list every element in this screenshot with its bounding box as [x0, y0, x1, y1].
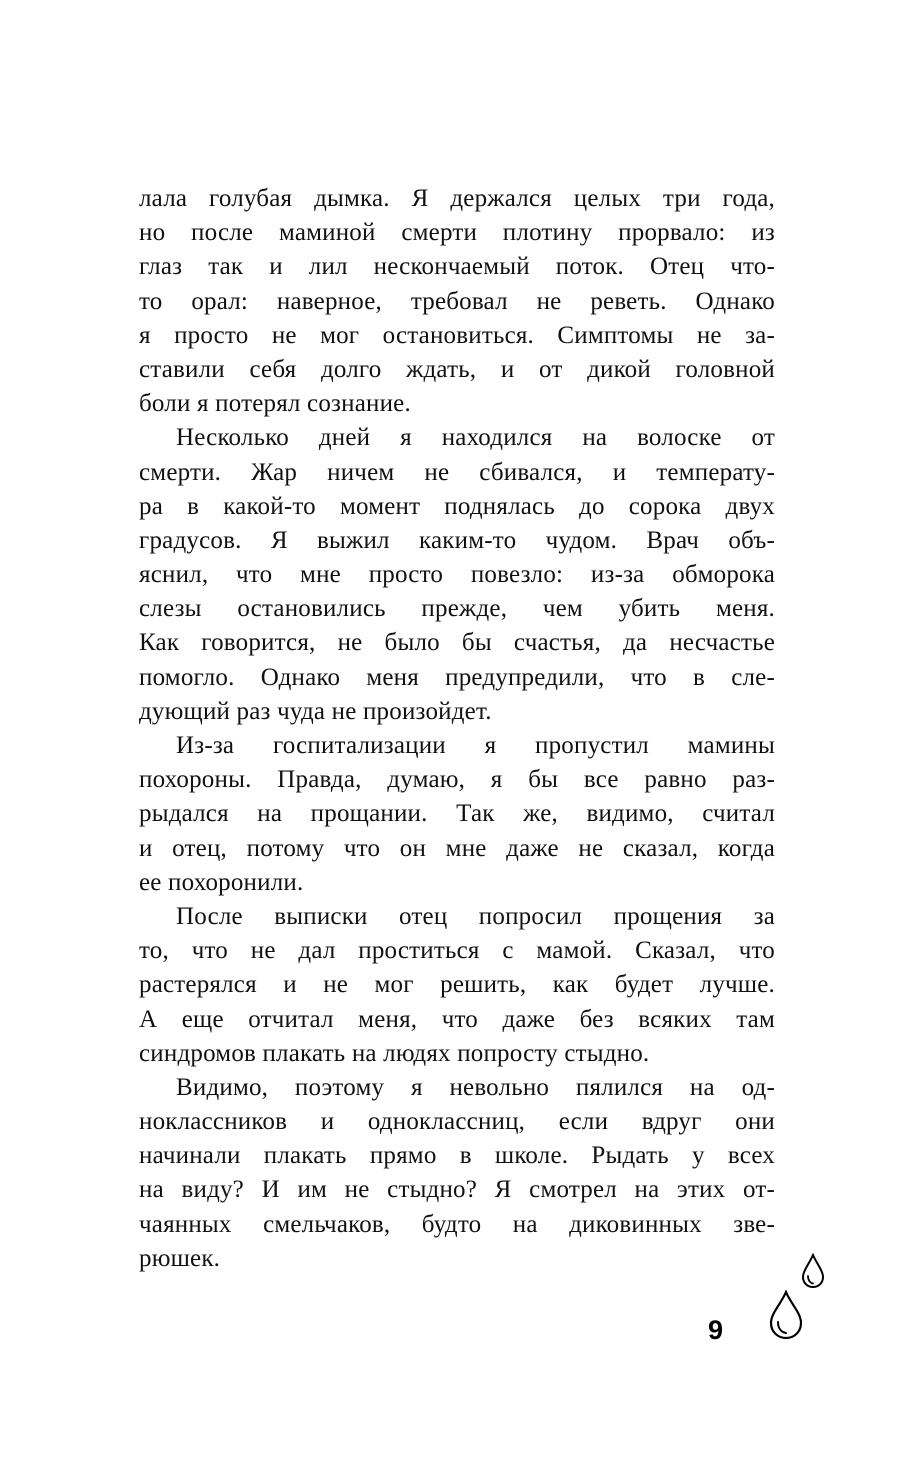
- text-line: Как говорится, не было бы счастья, да несчастье: [139, 629, 775, 657]
- text-line: то, что не дал проститься с мамой. Сказал, что: [139, 937, 775, 965]
- text-line: глаз так и лил нескончаемый поток. Отец что-: [139, 253, 775, 281]
- text-line: на виду? И им не стыдно? Я смотрел на этих от-: [139, 1176, 775, 1204]
- text-line: ноклассников и одноклассниц, если вдруг они: [139, 1108, 775, 1136]
- paragraph: [139, 421, 775, 729]
- text-line: помогло. Однако меня предупредили, что в сле-: [139, 663, 775, 691]
- page-number: 9: [708, 1315, 724, 1345]
- text-line: дующий раз чуда не произойдет.: [139, 697, 492, 725]
- text-line: похороны. Правда, думаю, я бы все равно раз-: [139, 766, 775, 794]
- text-line: Видимо, поэтому я невольно пялился на од-: [176, 1073, 775, 1101]
- text-line: но после маминой смерти плотину прорвало: из: [139, 219, 775, 247]
- text-line: начинали плакать прямо в школе. Рыдать у всех: [139, 1142, 775, 1170]
- teardrop-large-icon: [768, 1290, 804, 1340]
- text-line: синдромов плакать на людях попросту стыдно.: [139, 1039, 650, 1067]
- text-line: После выписки отец попросил прощения за: [176, 902, 775, 930]
- teardrop-small-highlight: [808, 1276, 813, 1284]
- text-line: я просто не мог остановиться. Симптомы не за-: [139, 321, 775, 349]
- teardrop-small-icon: [800, 1253, 826, 1289]
- text-line: боли я потерял сознание.: [139, 390, 411, 418]
- text-line: то орал: наверное, требовал не реветь. Однако: [139, 287, 775, 315]
- text-line: ее похоронили.: [139, 868, 304, 896]
- paragraph: [139, 182, 775, 421]
- text-line: рюшек.: [139, 1244, 221, 1272]
- text-line: рыдался на прощании. Так же, видимо, считал: [139, 800, 775, 828]
- text-line: и отец, потому что он мне даже не сказал, когда: [139, 834, 775, 862]
- text-line: яснил, что мне просто повезло: из-за обморока: [139, 561, 775, 589]
- text-line: Из-за госпитализации я пропустил мамины: [176, 732, 775, 759]
- paragraph: [139, 729, 775, 900]
- text-line: чаянных смельчаков, будто на диковинных зве-: [139, 1210, 775, 1238]
- teardrop-small-outline: [803, 1255, 823, 1287]
- text-line: слезы остановились прежде, чем убить меня.: [139, 595, 775, 623]
- teardrop-large-highlight: [778, 1322, 786, 1333]
- text-line: градусов. Я выжил каким-то чудом. Врач объ-: [139, 526, 775, 554]
- text-line: А еще отчитал меня, что даже без всяких там: [139, 1005, 775, 1033]
- text-line: смерти. Жар ничем не сбивался, и температу-: [139, 458, 775, 486]
- text-line: лала голубая дымка. Я держался целых три года,: [139, 185, 775, 212]
- body-text: [139, 182, 775, 1276]
- text-line: растерялся и не мог решить, как будет лучше.: [139, 971, 775, 999]
- text-line: Несколько дней я находился на волоске от: [176, 424, 775, 452]
- paragraph: [139, 1071, 775, 1276]
- paragraph: [139, 900, 775, 1071]
- teardrop-large-outline: [771, 1292, 801, 1338]
- text-line: ставили себя долго ждать, и от дикой головной: [139, 355, 775, 383]
- text-line: ра в какой-то момент поднялась до сорока двух: [139, 492, 775, 520]
